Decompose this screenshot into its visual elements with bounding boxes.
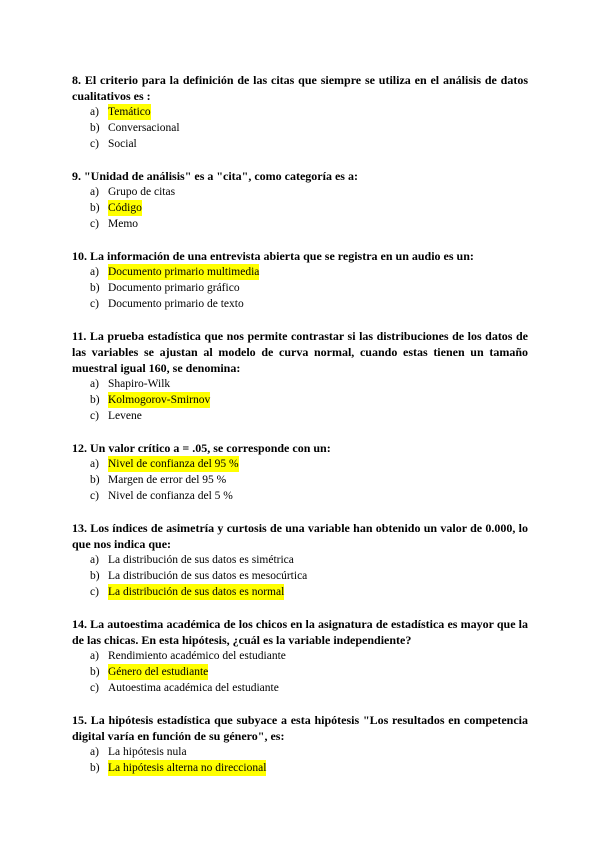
question-text: 10. La información de una entrevista abierta que se registra en un audio es un: <box>72 249 474 263</box>
highlighted-answer: Código <box>108 202 142 214</box>
question-12 <box>72 440 528 504</box>
option-a: a) Grupo de citas <box>90 186 176 198</box>
highlighted-answer: Nivel de confianza del 95 % <box>108 458 239 470</box>
option-b: b) Código <box>90 202 142 214</box>
option-c: c) Documento primario de texto <box>90 298 244 310</box>
question-text: 14. La autoestima académica de los chicos en la asignatura de estadística es mayor que la de las chicas. En esta hipótesis, ¿cuál es la variable independiente? <box>72 617 528 647</box>
option-c: c) Nivel de confianza del 5 % <box>90 490 233 502</box>
question-10 <box>72 248 528 312</box>
question-14 <box>72 616 528 696</box>
option-c: c) Social <box>90 138 137 150</box>
option-b: b) Kolmogorov-Smirnov <box>90 394 211 406</box>
option-c: c) Levene <box>90 410 142 422</box>
highlighted-answer: La distribución de sus datos es normal <box>108 586 285 598</box>
option-b: b) Género del estudiante <box>90 666 209 678</box>
highlighted-answer: Temático <box>108 106 151 118</box>
highlighted-answer: La hipótesis alterna no direccional <box>108 762 267 774</box>
option-b: b) Conversacional <box>90 122 180 134</box>
question-text: 9. "Unidad de análisis" es a "cita", como categoría es a: <box>72 169 358 183</box>
question-13 <box>72 520 528 600</box>
highlighted-answer: Kolmogorov-Smirnov <box>108 394 211 406</box>
option-a: a) Documento primario multimedia <box>90 266 260 278</box>
option-a: a) Rendimiento académico del estudiante <box>90 650 286 662</box>
option-a: a) La distribución de sus datos es simétrica <box>90 554 294 566</box>
option-b: b) La distribución de sus datos es mesocúrtica <box>90 570 308 582</box>
option-a: a) Nivel de confianza del 95 % <box>90 458 239 470</box>
question-9 <box>72 168 528 232</box>
option-a: a) Shapiro-Wilk <box>90 378 171 390</box>
question-text: 12. Un valor crítico a = .05, se corresponde con un: <box>72 441 331 455</box>
option-c: c) Memo <box>90 218 139 230</box>
question-text: 15. La hipótesis estadística que subyace a esta hipótesis "Los resultados en competencia digital varía en función de su género", es: <box>72 713 529 743</box>
option-b: b) Margen de error del 95 % <box>90 474 227 486</box>
option-c: c) La distribución de sus datos es normal <box>90 586 285 598</box>
question-11 <box>72 328 528 424</box>
question-text: 11. La prueba estadística que nos permite contrastar si las distribuciones de los datos de las variables se ajustan al modelo de curva normal, cuando estas tienen un tamaño muestral igual 160, se denomina: <box>72 329 528 375</box>
question-8 <box>72 72 528 152</box>
question-text: 13. Los índices de asimetría y curtosis de una variable han obtenido un valor de 0.000, lo que nos indica que: <box>72 521 529 551</box>
highlighted-answer: Documento primario multimedia <box>108 266 260 278</box>
question-15 <box>72 712 528 776</box>
option-a: a) Temático <box>90 106 151 118</box>
question-text: 8. El criterio para la definición de las citas que siempre se utiliza en el análisis de datos cualitativos es : <box>72 73 529 103</box>
option-b: b) Documento primario gráfico <box>90 282 240 294</box>
option-c: c) Autoestima académica del estudiante <box>90 682 279 694</box>
option-a: a) La hipótesis nula <box>90 746 187 758</box>
highlighted-answer: Género del estudiante <box>108 666 209 678</box>
option-b: b) La hipótesis alterna no direccional <box>90 762 267 774</box>
